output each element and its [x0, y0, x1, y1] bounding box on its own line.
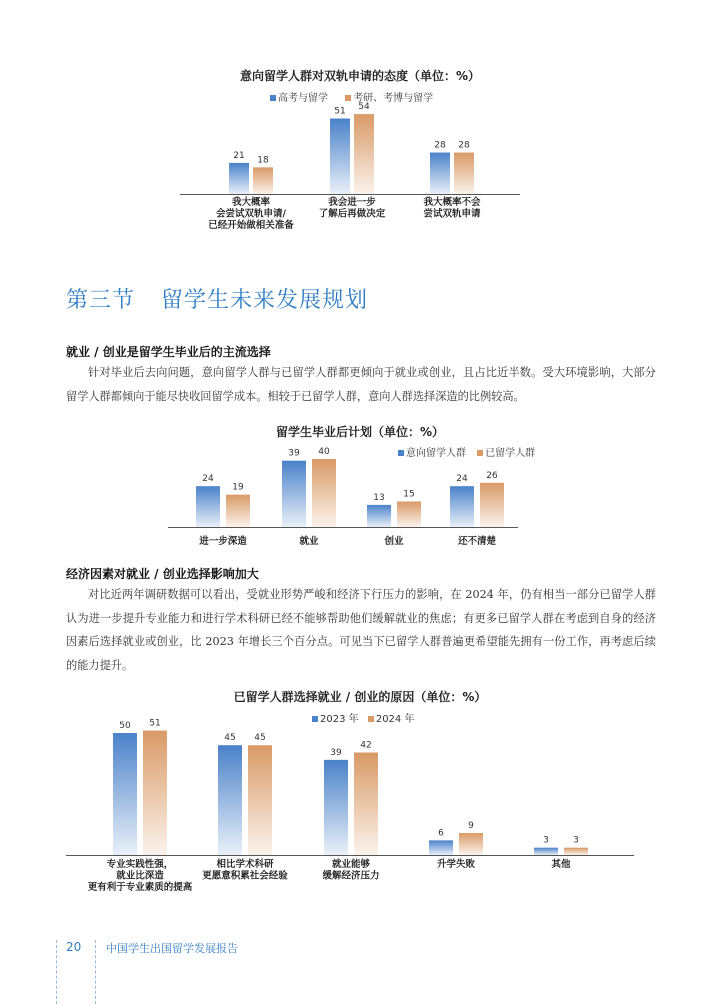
category-label: 会尝试双轨申请/ — [216, 208, 286, 220]
bar — [248, 745, 272, 855]
legend-label: 考研、考博与留学 — [353, 93, 434, 104]
footer-divider — [95, 940, 96, 1004]
category-label: 就业比深造 — [116, 870, 164, 882]
paragraph: 针对毕业后去向问题，意向留学人群与已留学人群都更倾向于就业或创业，且占比近半数。受大环境影响，大部分留学人群都倾向于能尽快收回留学成本。相较于已留学人群，意向人群选择深造的比例较高。 — [66, 366, 656, 403]
bar — [324, 760, 348, 855]
bar — [354, 753, 378, 855]
category-label: 就业能够 — [331, 859, 371, 870]
bar-value-label: 39 — [330, 747, 342, 758]
bar-value-label: 18 — [257, 155, 269, 166]
subheading: 经济因素对就业 / 创业选择影响加大 — [66, 567, 259, 581]
category-label: 缓解经济压力 — [322, 870, 380, 882]
category-label: 进一步深造 — [199, 536, 247, 547]
bar-value-label: 24 — [202, 474, 214, 485]
bar-value-label: 19 — [232, 482, 244, 493]
category-label: 还不清楚 — [457, 536, 497, 547]
page-number: 20 — [66, 940, 82, 954]
bar-value-label: 13 — [373, 492, 385, 503]
bar-value-label: 45 — [254, 733, 266, 744]
bar-value-label: 24 — [456, 474, 468, 485]
legend-label: 意向留学人群 — [406, 448, 466, 459]
bar-value-label: 15 — [403, 489, 415, 500]
bar — [113, 733, 137, 855]
category-label: 创业 — [384, 536, 404, 547]
bar-value-label: 6 — [438, 828, 444, 839]
chart-title: 留学生毕业后计划（单位：%） — [275, 425, 445, 439]
chart-title: 已留学人群选择就业 / 创业的原因（单位：%） — [233, 690, 487, 704]
bar-value-label: 26 — [486, 470, 498, 481]
bar-value-label: 54 — [358, 102, 370, 113]
legend-label: 2024 年 — [375, 714, 415, 725]
section-number: 第三节 — [66, 288, 136, 313]
legend-label: 2023 年 — [320, 714, 359, 725]
bar — [534, 848, 558, 855]
category-label: 相比学术科研 — [216, 859, 274, 870]
chart-title: 意向留学人群对双轨申请的态度（单位：%） — [239, 69, 481, 83]
bar — [218, 745, 242, 855]
legend-label: 已留学人群 — [485, 448, 536, 459]
bar-value-label: 51 — [334, 106, 346, 117]
bar — [564, 848, 588, 855]
bar-value-label: 50 — [119, 721, 131, 731]
category-label: 就业 — [299, 536, 319, 547]
bar-value-label: 3 — [573, 835, 579, 846]
footer-divider — [56, 940, 57, 1004]
bar-value-label: 21 — [233, 150, 245, 161]
paragraph: 对比近两年调研数据可以看出，受就业形势严峻和经济下行压力的影响，在 2024 年，仍有相当一部分已留学人群认为进一步提升专业能力和进行学术科研已经不能够帮助他们缓解就业的焦虑；有更多已留学人群在考虑到自身的经济因素后选择就业或创业，比 2023 年增长三个百分点。可见当下已留学人群普遍更希望能先拥有一份工作，再考虑后续的能力提升。 — [66, 588, 656, 672]
category-label: 我会进一步 — [328, 197, 376, 208]
category-label: 专业实践性强， — [106, 859, 174, 870]
bar-value-label: 45 — [224, 733, 236, 744]
category-label: 我大概率不会 — [423, 197, 481, 208]
legend-label: 高考与留学 — [278, 93, 328, 104]
bar — [429, 840, 453, 855]
category-label: 更愿意积累社会经验 — [202, 870, 288, 882]
category-label: 更有利于专业素质的提高 — [87, 882, 193, 893]
category-label: 我大概率 — [231, 197, 271, 208]
subheading: 就业 / 创业是留学生毕业后的主流选择 — [66, 345, 271, 359]
bar-value-label: 9 — [468, 821, 474, 832]
bar-value-label: 40 — [318, 447, 330, 457]
bar-value-label: 42 — [360, 740, 372, 751]
bar — [459, 833, 483, 855]
category-label: 尝试双轨申请 — [423, 208, 481, 220]
category-label: 已经开始做相关准备 — [208, 220, 294, 231]
category-label: 了解后再做决定 — [318, 208, 386, 220]
bar-value-label: 51 — [149, 718, 161, 729]
footer-title: 中国学生出国留学发展报告 — [106, 942, 238, 955]
bar-value-label: 3 — [543, 835, 549, 846]
bar-value-label: 39 — [288, 448, 300, 459]
bar-value-label: 28 — [458, 140, 470, 151]
bar — [143, 731, 167, 855]
bar-value-label: 28 — [434, 140, 446, 151]
category-label: 升学失败 — [436, 859, 476, 870]
category-label: 其他 — [551, 859, 571, 870]
section-heading: 留学生未来发展规划 — [161, 288, 369, 313]
